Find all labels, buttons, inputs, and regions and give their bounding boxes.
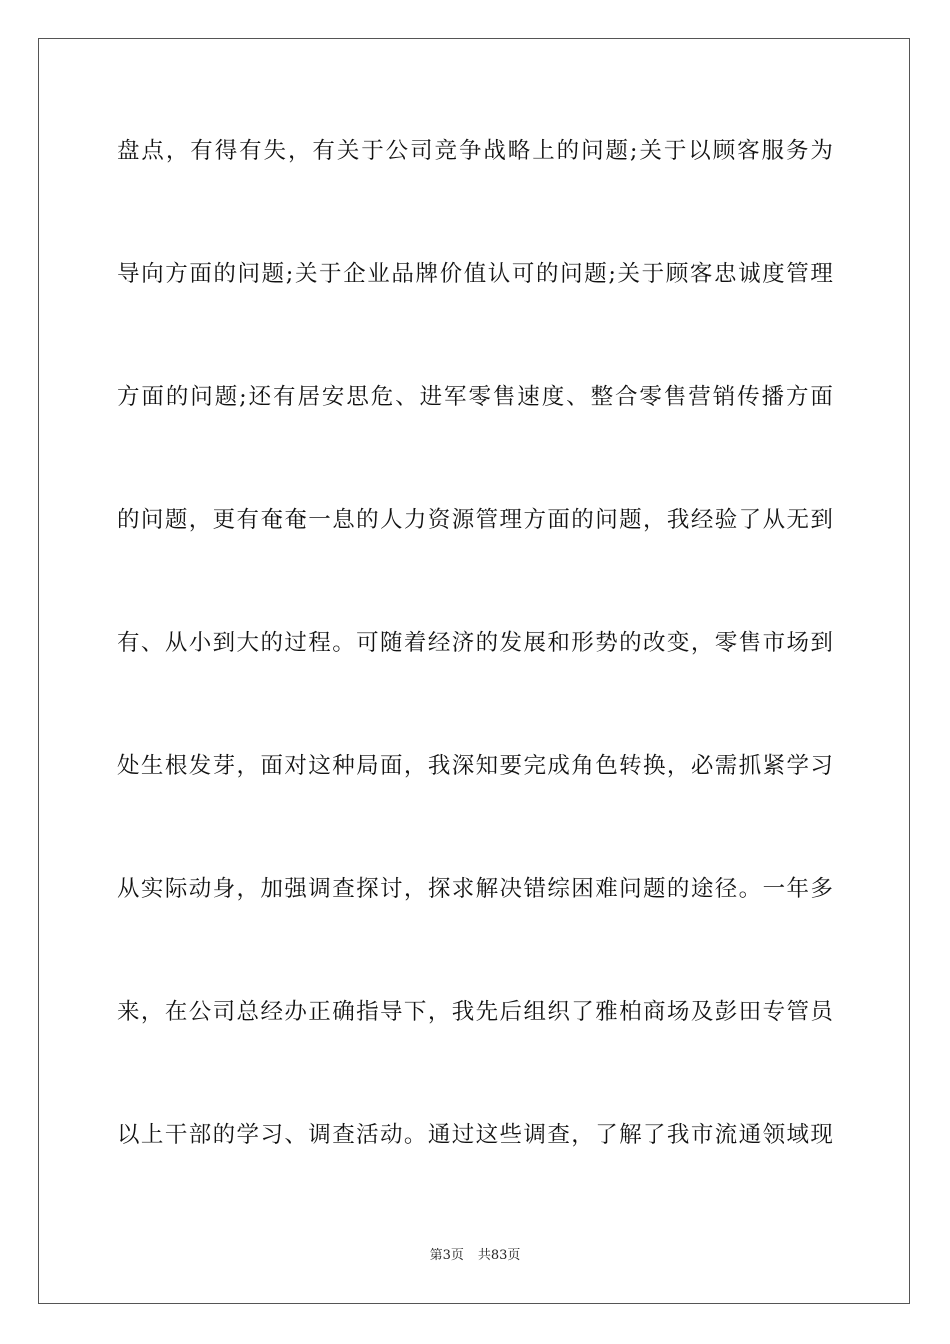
page-footer (0, 1247, 950, 1265)
page-number: 第3页 (429, 1248, 464, 1263)
text-line: 方面的问题;还有居安思危、进军零售速度、整合零售营销传播方面 (117, 384, 833, 410)
page-border (38, 38, 910, 1304)
text-line: 从实际动身，加强调查探讨，探求解决错综困难问题的途径。一年多 (117, 876, 833, 902)
text-line: 盘点，有得有失，有关于公司竞争战略上的问题;关于以顾客服务为 (117, 138, 833, 164)
text-line: 导向方面的问题;关于企业品牌价值认可的问题;关于顾客忠诚度管理 (117, 261, 833, 287)
text-line: 有、从小到大的过程。可随着经济的发展和形势的改变，零售市场到 (117, 630, 833, 656)
text-line: 处生根发芽，面对这种局面，我深知要完成角色转换，必需抓紧学习 (117, 753, 833, 779)
text-line: 以上干部的学习、调查活动。通过这些调查，了解了我市流通领域现 (117, 1122, 833, 1148)
text-line: 的问题，更有奄奄一息的人力资源管理方面的问题，我经验了从无到 (117, 507, 833, 533)
total-pages: 共83页 (477, 1248, 521, 1263)
text-line: 来，在公司总经办正确指导下，我先后组织了雅柏商场及彭田专管员 (117, 999, 833, 1025)
